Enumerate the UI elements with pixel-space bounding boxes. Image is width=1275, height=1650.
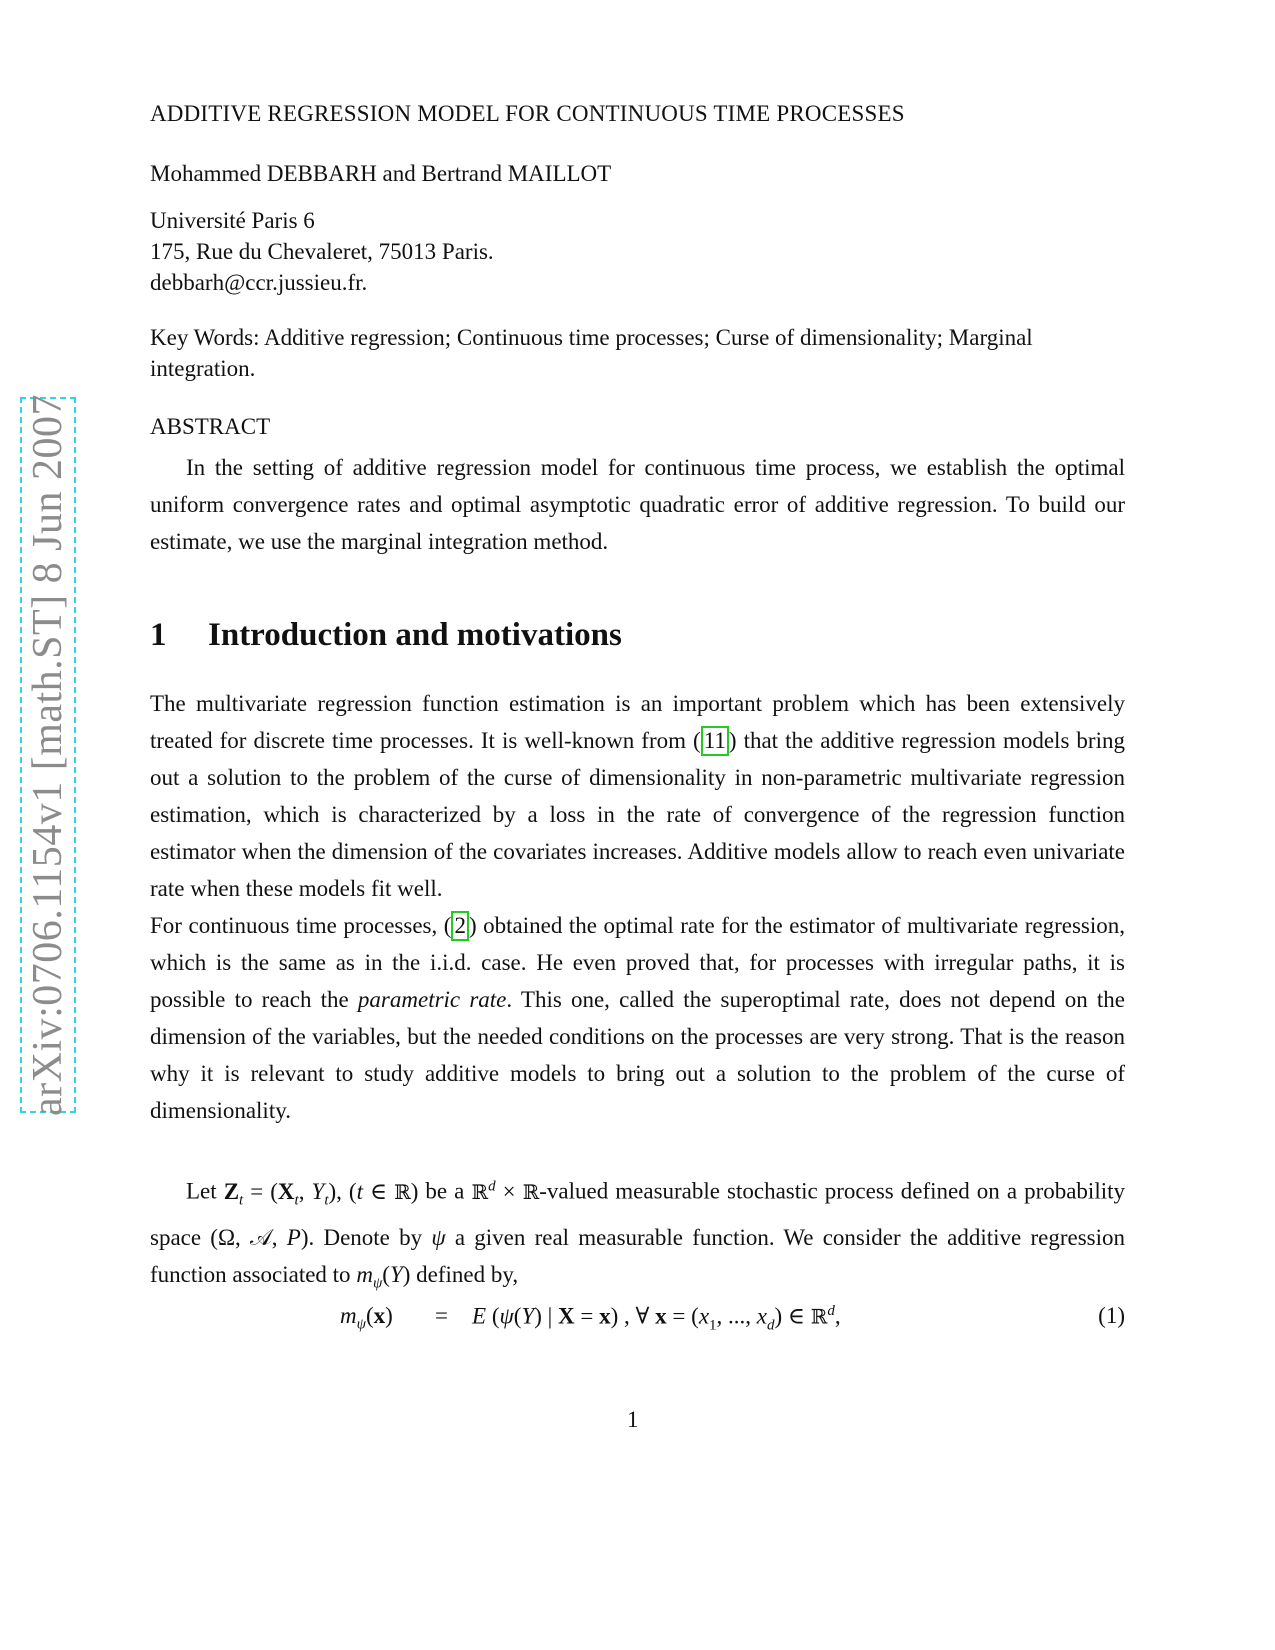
equation-equals: = — [435, 1303, 448, 1328]
equation-1 — [150, 1303, 1125, 1339]
arxiv-stamp — [20, 393, 76, 1117]
arxiv-stamp-text: arXiv:0706.1154v1 [math.ST] 8 Jun 2007 — [25, 393, 71, 1117]
equation-rhs: E (ψ(Y) | X = x) , ∀ $x = (x_1$, ..., $x_d$) ∈ ℝ$^d$, — [472, 1303, 841, 1334]
space-math: ℝ$^d$ × ℝ — [471, 1178, 540, 1204]
model-definition-paragraph: Let $Z_t = (X_t$, $Y_t$), (t ∈ ℝ) be a ℝ$^d$ × ℝ-valued measurable stochastic process defined on a probability space (Ω, 𝒜, P). Denote by ψ a given real measurable function. We consider the additive regression function associated to $m_\psi(Y)$ defined by, — [150, 1178, 1125, 1292]
intro-paragraph-1: The multivariate regression function estimation is an important problem which has been extensively treated for discrete time processes. It is well-known from ( 11 ) that the additive regression models bring out a solution to the problem of the curse of dimensionality in non-parametric multivariate regression estimation, which is characterized by a loss in the rate of convergence of the regression function estimator when the dimension of the covariates increases. Additive models allow to reach even univariate rate when these models fit well. — [150, 691, 1125, 901]
probability-space-math: (Ω, 𝒜, P) — [210, 1225, 309, 1251]
equation-number: (1) — [1098, 1303, 1125, 1328]
section-number: 1 — [150, 617, 167, 653]
section-title: Introduction and motivations — [208, 617, 622, 653]
intro-body — [150, 685, 1125, 1129]
keywords: Key Words: Additive regression; Continuous time processes; Curse of dimensionality; Marginal integration. — [150, 325, 1033, 381]
address: 175, Rue du Chevaleret, 75013 Paris. — [150, 239, 494, 264]
email: debbarh@ccr.jussieu.fr. — [150, 270, 368, 295]
affiliation — [150, 205, 494, 298]
citation-link-11[interactable]: 11 — [701, 726, 729, 756]
page-number: 1 — [627, 1407, 639, 1432]
equation-lhs: $m_\psi(x)$ — [340, 1303, 393, 1333]
paper-title: ADDITIVE REGRESSION MODEL FOR CONTINUOUS TIME PROCESSES — [150, 101, 905, 126]
psi-math: ψ — [431, 1225, 446, 1251]
intro-paragraph-2: For continuous time processes, ( 2 ) obtained the optimal rate for the estimator of multivariate regression, which is the same as in the i.i.d. case. He even proved that, for processes with irregular paths, it is possible to reach the parametric rate. This one, called the superoptimal rate, does not depend on the dimension of the variables, but the needed conditions on the processes are very strong. That is the reason why it is relevant to study additive models to bring out a solution to the problem of the curse of dimensionality. — [150, 913, 1125, 1123]
m-psi-math: $m_\psi(Y)$ — [356, 1262, 411, 1292]
citation-link-2[interactable]: 2 — [451, 911, 469, 941]
section-heading — [150, 617, 622, 654]
abstract-heading: ABSTRACT — [150, 414, 271, 439]
process-definition-math: $Z_t = (X_t$, $Y_t$), (t ∈ ℝ) — [223, 1178, 419, 1209]
authors: Mohammed DEBBARH and Bertrand MAILLOT — [150, 161, 612, 186]
abstract-text: In the setting of additive regression model for continuous time process, we establish the optimal uniform convergence rates and optimal asymptotic quadratic error of additive regression. To build our estimate, we use the marginal integration method. — [150, 455, 1125, 554]
university: Université Paris 6 — [150, 208, 315, 233]
